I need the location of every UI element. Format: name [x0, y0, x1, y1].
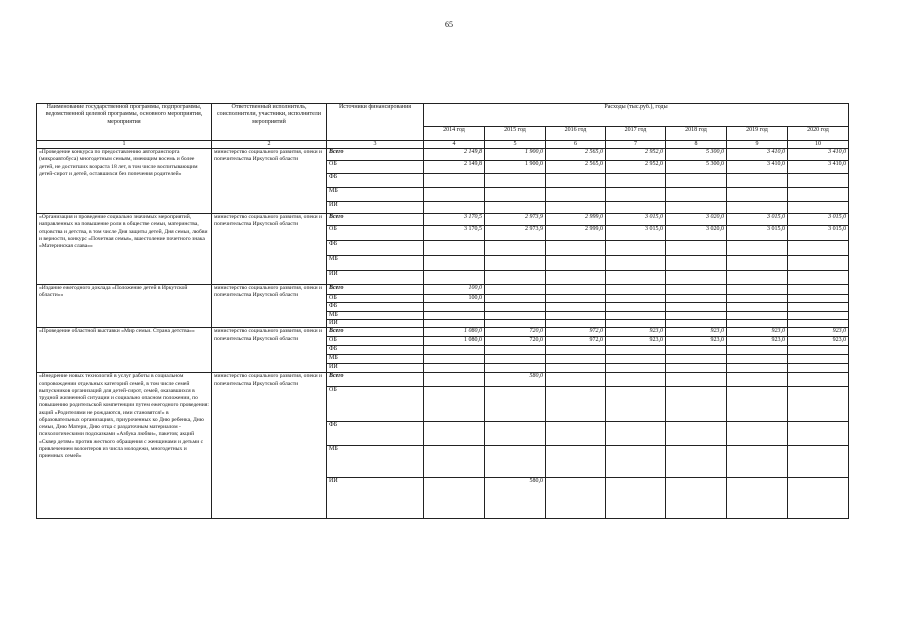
expense-value	[546, 446, 606, 478]
expense-value	[546, 285, 606, 295]
expense-value	[485, 271, 546, 285]
expense-value	[546, 319, 606, 327]
expenses-table	[36, 103, 849, 519]
expense-value	[727, 271, 788, 285]
expense-value	[424, 174, 485, 188]
expense-value	[485, 285, 546, 295]
expense-value	[666, 241, 727, 256]
expense-value	[546, 202, 606, 214]
expense-value	[666, 256, 727, 271]
expense-value	[606, 311, 666, 319]
expense-value	[546, 295, 606, 303]
expense-value: 100,0	[424, 285, 485, 295]
expense-value	[424, 319, 485, 327]
expense-value	[788, 319, 849, 327]
expense-value	[727, 387, 788, 422]
expense-value	[424, 346, 485, 355]
funding-source: МБ	[327, 188, 424, 202]
expense-value	[666, 295, 727, 303]
header-executor: Ответственный исполнитель, соисполнители, участники, исполнители мероприятий	[212, 104, 327, 141]
measure-executor: министерство социального развития, опеки и попечительства Иркутской области	[212, 373, 327, 519]
expense-value: 972,0	[546, 328, 606, 337]
expense-value	[727, 422, 788, 446]
funding-source: ОБ	[327, 161, 424, 174]
funding-source: ИИ	[327, 319, 424, 327]
expense-value: 2 149,8	[424, 149, 485, 161]
expense-value: 2 999,0	[546, 226, 606, 241]
expense-value	[546, 373, 606, 387]
expense-value	[666, 311, 727, 319]
expense-value	[788, 295, 849, 303]
funding-source: Всего	[327, 214, 424, 226]
expense-value	[788, 364, 849, 373]
expense-value	[666, 303, 727, 311]
expense-value	[788, 174, 849, 188]
expense-value	[606, 295, 666, 303]
expense-value: 3 410,0	[727, 149, 788, 161]
header-year: 2018 год	[666, 127, 727, 141]
expense-value	[606, 188, 666, 202]
expense-value	[424, 202, 485, 214]
expense-value	[727, 241, 788, 256]
expense-value: 3 020,0	[666, 226, 727, 241]
column-number: 7	[606, 141, 666, 149]
funding-source: МБ	[327, 311, 424, 319]
expense-value	[727, 373, 788, 387]
expense-value	[788, 188, 849, 202]
measure-executor: министерство социального развития, опеки и попечительства Иркутской области	[212, 214, 327, 285]
table-row	[37, 328, 849, 337]
funding-source: Всего	[327, 149, 424, 161]
column-number: 6	[546, 141, 606, 149]
expense-value: 2 973,9	[485, 214, 546, 226]
expense-value	[727, 295, 788, 303]
measure-executor: министерство социального развития, опеки и попечительства Иркутской области	[212, 328, 327, 373]
expense-value	[788, 373, 849, 387]
expense-value	[788, 256, 849, 271]
expense-value: 923,0	[788, 328, 849, 337]
expense-value	[727, 202, 788, 214]
expense-value	[727, 355, 788, 364]
expense-value: 3 170,5	[424, 226, 485, 241]
expense-value	[788, 355, 849, 364]
expense-value	[666, 422, 727, 446]
funding-source: МБ	[327, 256, 424, 271]
expense-value	[424, 422, 485, 446]
expense-value	[424, 241, 485, 256]
expense-value	[727, 303, 788, 311]
expense-value	[485, 241, 546, 256]
expense-value	[424, 373, 485, 387]
expense-value	[485, 364, 546, 373]
measure-description: «Проведение областной выставки «Мир семьи. Страна детства»»	[37, 328, 212, 373]
expense-value	[546, 422, 606, 446]
expense-value	[424, 446, 485, 478]
expense-value	[788, 346, 849, 355]
table-row	[37, 373, 849, 387]
expense-value	[485, 387, 546, 422]
funding-source: ФБ	[327, 422, 424, 446]
expense-value	[606, 319, 666, 327]
measure-description: «Издание ежегодного доклада «Положение детей в Иркутской области»»	[37, 285, 212, 328]
header-year: 2014 год	[424, 127, 485, 141]
column-number: 8	[666, 141, 727, 149]
expense-value: 3 020,0	[666, 214, 727, 226]
header-sources: Источники финансирования	[327, 104, 424, 141]
expense-value	[546, 174, 606, 188]
expense-value	[606, 174, 666, 188]
measure-description: «Организация и проведение социально значимых мероприятий, направленных на повышение роли в обществе семьи, материнства, отцовства и детства, в том числе Дня защиты детей, Дня семьи, любви и верности, конкурс «Почетная семья», вшестоление почетного знака «Материнская слава»»	[37, 214, 212, 285]
measure-description: «Внедрение новых технологий в услуг работы в социальном сопровождении отдельных категорий семей, в том числе семей выпускников организаций для детей-сирот, семей, оказавшихся в трудной жизненной ситуации и социально опасном положении, по повышению родительской компетенции путем ежегодного проведения: акций «Родителями не рождаются, ими становятся!» в образовательных организациях, приуроченных ко Дню ребенка, Дню семьи, Дню Матери, Дню отца с раздаточным материалом - психологическими подсказками «Азбука любви», пакетов; акций «Сквер детям» против жесткого обращения с женщинами и детьми с привлечением волонтеров из числа молодежи, многодетных и приемных семей»	[37, 373, 212, 519]
expense-value: 3 015,0	[727, 214, 788, 226]
expense-value	[424, 256, 485, 271]
funding-source: ФБ	[327, 303, 424, 311]
expense-value: 3 410,0	[788, 161, 849, 174]
expense-value	[485, 256, 546, 271]
expense-value: 5 300,0	[666, 149, 727, 161]
expense-value: 2 973,9	[485, 226, 546, 241]
expense-value	[546, 303, 606, 311]
expense-value: 923,0	[666, 328, 727, 337]
expense-value	[666, 285, 727, 295]
expense-value	[485, 303, 546, 311]
header-year: 2016 год	[546, 127, 606, 141]
expense-value	[788, 311, 849, 319]
expense-value	[788, 202, 849, 214]
expense-value: 3 170,5	[424, 214, 485, 226]
expense-value	[546, 364, 606, 373]
funding-source: ОБ	[327, 226, 424, 241]
funding-source: Всего	[327, 373, 424, 387]
funding-source: ФБ	[327, 346, 424, 355]
measure-description: «Проведение конкурса по предоставлению автотранспорта (микроавтобуса) многодетным семьям, имеющим восемь и более детей, не достигших возраста 18 лет, в том числе воспитывающим детей-сирот и детей, оставшихся без попечения родителей»	[37, 149, 212, 214]
expense-value	[424, 188, 485, 202]
expense-value	[606, 271, 666, 285]
funding-source: МБ	[327, 446, 424, 478]
expense-value: 923,0	[666, 337, 727, 346]
expense-value	[727, 364, 788, 373]
funding-source: ИИ	[327, 202, 424, 214]
expense-value: 1 080,0	[424, 328, 485, 337]
header-year: 2019 год	[727, 127, 788, 141]
expense-value	[666, 446, 727, 478]
table-row	[37, 285, 849, 295]
column-number: 10	[788, 141, 849, 149]
expense-value: 1 080,0	[424, 337, 485, 346]
expense-value	[606, 422, 666, 446]
expense-value: 1 900,0	[485, 161, 546, 174]
expense-value	[606, 387, 666, 422]
expense-value	[546, 271, 606, 285]
expense-value: 923,0	[727, 337, 788, 346]
expense-value: 2 565,0	[546, 149, 606, 161]
expense-value	[666, 188, 727, 202]
table-row	[37, 149, 849, 161]
expense-value	[788, 303, 849, 311]
expense-value: 2 952,0	[606, 149, 666, 161]
expense-value	[727, 346, 788, 355]
expense-value	[788, 285, 849, 295]
expense-value	[666, 355, 727, 364]
page-number: 65	[445, 20, 453, 29]
expense-value	[788, 387, 849, 422]
expense-value: 2 999,0	[546, 214, 606, 226]
expense-value	[424, 303, 485, 311]
funding-source: МБ	[327, 355, 424, 364]
expense-value	[606, 285, 666, 295]
expense-value: 3 015,0	[606, 226, 666, 241]
expense-value	[546, 355, 606, 364]
expense-value	[424, 311, 485, 319]
expense-value	[727, 319, 788, 327]
header-year: 2020 год	[788, 127, 849, 141]
expense-value	[546, 478, 606, 519]
expense-value	[485, 202, 546, 214]
expense-value: 923,0	[788, 337, 849, 346]
expense-value: 2 952,0	[606, 161, 666, 174]
expense-value: 3 015,0	[606, 214, 666, 226]
column-number: 9	[727, 141, 788, 149]
expense-value	[424, 387, 485, 422]
expense-value	[727, 256, 788, 271]
expense-value	[727, 478, 788, 519]
expense-value	[546, 387, 606, 422]
expense-value	[606, 355, 666, 364]
expense-value: 3 015,0	[788, 214, 849, 226]
expense-value	[485, 319, 546, 327]
expense-value: 580,0	[485, 373, 546, 387]
expense-value	[485, 346, 546, 355]
expense-value	[606, 373, 666, 387]
measure-executor: министерство социального развития, опеки и попечительства Иркутской области	[212, 149, 327, 214]
expense-value	[546, 346, 606, 355]
expense-value: 3 410,0	[788, 149, 849, 161]
funding-source: ФБ	[327, 174, 424, 188]
funding-source: ФБ	[327, 241, 424, 256]
expense-value: 3 015,0	[788, 226, 849, 241]
expense-value	[606, 303, 666, 311]
expense-value	[666, 346, 727, 355]
expense-value	[666, 478, 727, 519]
expense-value	[727, 174, 788, 188]
expense-value	[546, 241, 606, 256]
expense-value: 100,0	[424, 295, 485, 303]
header-program: Наименование государственной программы, подпрограммы, ведомственной целевой программы, основного мероприятия, мероприятия	[37, 104, 212, 141]
expense-value	[606, 478, 666, 519]
measure-executor: министерство социального развития, опеки и попечительства Иркутской области	[212, 285, 327, 328]
expense-value	[606, 346, 666, 355]
expense-value: 720,0	[485, 337, 546, 346]
expense-value	[606, 202, 666, 214]
expense-value	[606, 446, 666, 478]
expense-value	[424, 271, 485, 285]
expense-value: 923,0	[606, 328, 666, 337]
column-number: 1	[37, 141, 212, 149]
expense-value: 3 015,0	[727, 226, 788, 241]
expense-value	[788, 478, 849, 519]
expense-value: 2 149,8	[424, 161, 485, 174]
expense-value	[788, 422, 849, 446]
expense-value	[485, 174, 546, 188]
table-row	[37, 214, 849, 226]
expense-value	[485, 422, 546, 446]
funding-source: ИИ	[327, 478, 424, 519]
expense-value	[727, 188, 788, 202]
expense-value	[424, 478, 485, 519]
expense-value	[606, 256, 666, 271]
expense-value	[606, 364, 666, 373]
expense-value: 923,0	[606, 337, 666, 346]
expense-value	[788, 446, 849, 478]
expense-value	[788, 271, 849, 285]
expense-value	[727, 446, 788, 478]
header-year: 2015 год	[485, 127, 546, 141]
table-body	[37, 149, 849, 519]
expense-value	[485, 188, 546, 202]
funding-source: Всего	[327, 285, 424, 295]
funding-source: ИИ	[327, 364, 424, 373]
expense-value	[666, 364, 727, 373]
expense-value: 1 900,0	[485, 149, 546, 161]
expense-value: 580,0	[485, 478, 546, 519]
expense-value	[606, 241, 666, 256]
funding-source: ОБ	[327, 387, 424, 422]
expense-value	[546, 311, 606, 319]
expense-value	[666, 373, 727, 387]
expense-value	[666, 174, 727, 188]
expense-value: 923,0	[727, 328, 788, 337]
header-expenses: Расходы (тыс.руб.), годы	[424, 104, 849, 127]
column-number: 4	[424, 141, 485, 149]
expense-value: 2 565,0	[546, 161, 606, 174]
expense-value	[546, 256, 606, 271]
header-year: 2017 год	[606, 127, 666, 141]
expense-value	[424, 364, 485, 373]
funding-source: ОБ	[327, 295, 424, 303]
expense-value	[666, 202, 727, 214]
expense-value	[424, 355, 485, 364]
expense-value	[666, 271, 727, 285]
expense-value	[666, 319, 727, 327]
expense-value: 720,0	[485, 328, 546, 337]
expense-value	[485, 446, 546, 478]
expense-value	[546, 188, 606, 202]
funding-source: ОБ	[327, 337, 424, 346]
funding-source: ИИ	[327, 271, 424, 285]
column-number: 3	[327, 141, 424, 149]
expense-value	[485, 295, 546, 303]
expense-value	[485, 355, 546, 364]
expense-value	[485, 311, 546, 319]
expense-value: 972,0	[546, 337, 606, 346]
column-number: 5	[485, 141, 546, 149]
expense-value	[666, 387, 727, 422]
funding-source: Всего	[327, 328, 424, 337]
expense-value	[727, 311, 788, 319]
column-number: 2	[212, 141, 327, 149]
expense-value: 5 300,0	[666, 161, 727, 174]
expense-value	[788, 241, 849, 256]
expense-value: 3 410,0	[727, 161, 788, 174]
expense-value	[727, 285, 788, 295]
